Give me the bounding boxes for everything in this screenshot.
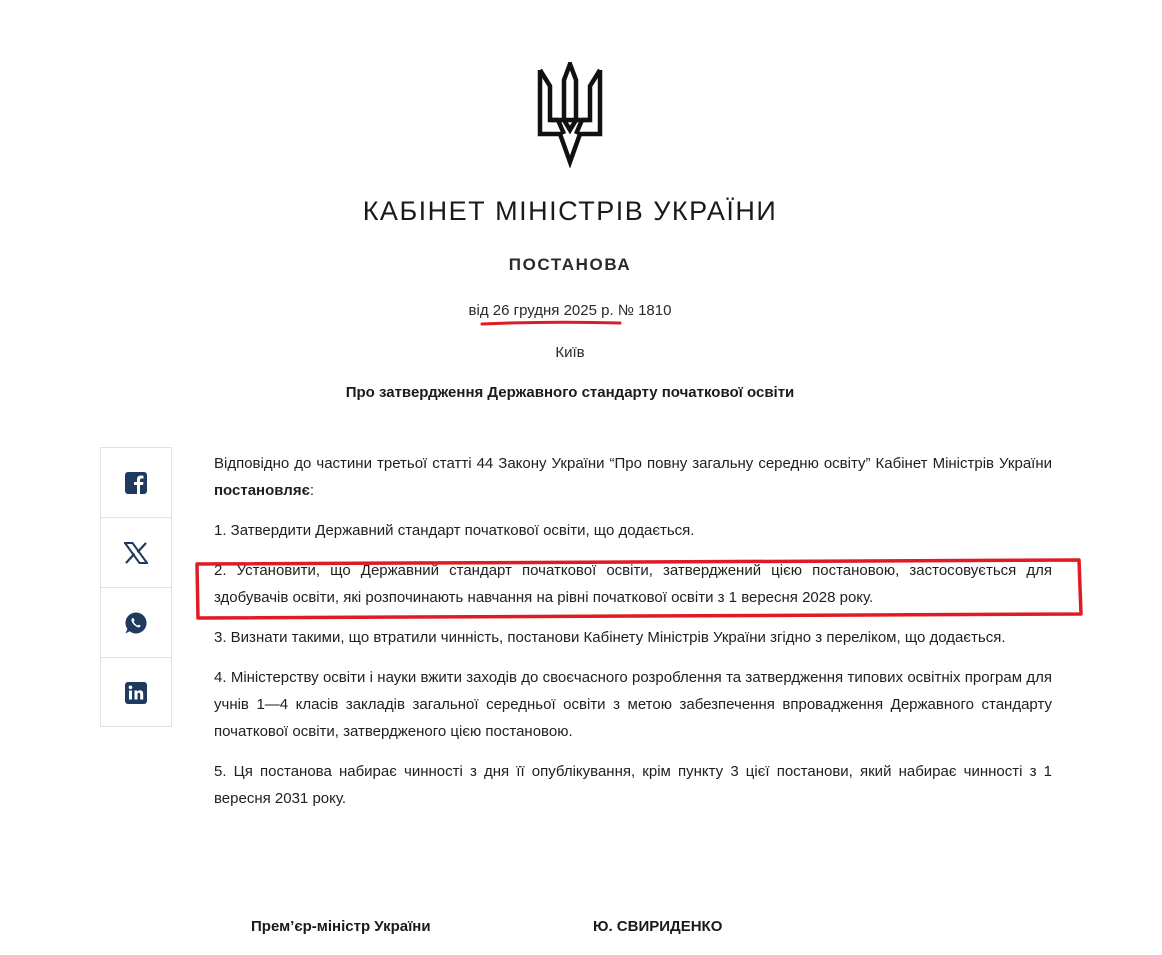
signatory-name: Ю. СВИРИДЕНКО <box>593 918 723 935</box>
trident-emblem-icon <box>536 62 604 168</box>
government-title: КАБІНЕТ МІНІСТРІВ УКРАЇНИ <box>362 196 778 226</box>
share-x-button[interactable] <box>101 518 171 588</box>
share-whatsapp-button[interactable] <box>101 588 171 658</box>
document-number: № 1810 <box>617 302 672 319</box>
date-prefix: від <box>468 302 489 319</box>
signatory-position: Прем’єр-міністр України <box>251 918 431 935</box>
share-bar <box>100 447 172 727</box>
paragraph-4: 4. Міністерству освіти і науки вжити заходів до своєчасного розроблення та затвердження типових освітніх програм для учнів 1—4 класів закладів загальної середньої освіти з метою забезпечення впровадження Державного стандарту початкової освіти, затвердженого цією постановою. <box>214 669 1052 740</box>
share-facebook-button[interactable] <box>101 448 171 518</box>
intro-text: Відповідно до частини третьої статті 44 Закону України “Про повну загальну середню освіту” Кабінет Міністрів України <box>214 455 1052 472</box>
intro-end: : <box>309 482 315 499</box>
paragraph-2: 2. Установити, що Державний стандарт початкової освіти, затверджений цією постановою, застосовується для здобувачів освіти, які розпочинають навчання на рівні початкової освіти з 1 вересня 2028 року. <box>214 562 1052 606</box>
document-body <box>214 450 1052 825</box>
paragraph-2-highlight-annotation <box>195 558 1083 620</box>
whatsapp-icon <box>124 611 148 635</box>
paragraph-1: 1. Затвердити Державний стандарт початкової освіти, що додається. <box>214 522 695 539</box>
date-underline-annotation <box>480 320 622 326</box>
linkedin-icon <box>125 682 147 704</box>
document-date-line <box>0 302 1140 319</box>
paragraph-5: 5. Ця постанова набирає чинності з дня її опублікування, крім пункту 3 цієї постанови, який набирає чинності з 1 вересня 2031 року. <box>214 763 1052 807</box>
x-twitter-icon <box>124 542 148 564</box>
facebook-icon <box>125 472 147 494</box>
document-title: Про затвердження Державного стандарту початкової освіти <box>345 384 795 401</box>
document-type: ПОСТАНОВА <box>508 255 632 274</box>
intro-paragraph <box>214 450 1052 504</box>
document-date: 26 грудня 2025 р. <box>492 302 614 319</box>
share-linkedin-button[interactable] <box>101 658 171 728</box>
intro-bold-verb: постановляє <box>214 482 310 499</box>
paragraph-3: 3. Визнати такими, що втратили чинність, постанови Кабінету Міністрів України згідно з переліком, що додається. <box>214 629 1006 646</box>
document-city: Київ <box>555 344 585 361</box>
